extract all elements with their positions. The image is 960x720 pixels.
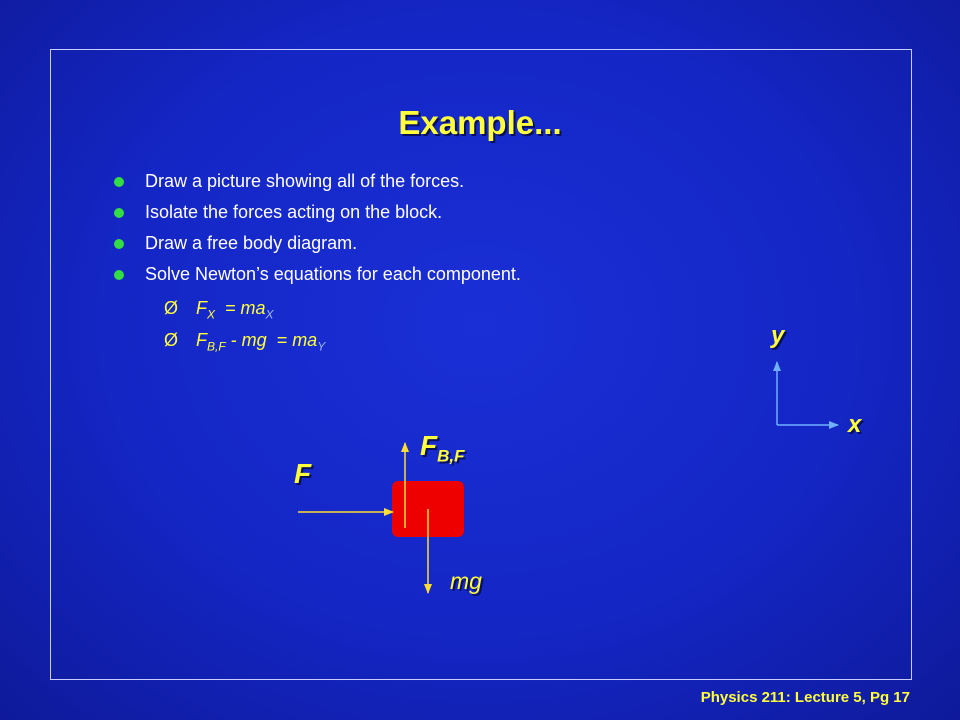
eq-sub: X <box>207 307 216 322</box>
sub-bullet-arrow-icon: Ø <box>164 330 179 350</box>
applied-force-label: F <box>294 458 312 489</box>
normal-force-label <box>420 430 465 467</box>
bullet-text: Draw a free body diagram. <box>145 233 358 253</box>
bullet-text: Solve Newton’s equations for each component. <box>145 264 521 284</box>
bullet-text: Isolate the forces acting on the block. <box>145 202 443 222</box>
eq-sub: X <box>265 307 274 322</box>
normal-force-main: F <box>420 430 438 461</box>
axis-y-label: y <box>771 322 785 349</box>
slide-title: Example... <box>398 104 562 141</box>
eq-rest: = ma <box>215 298 266 318</box>
eq-f: F <box>196 298 207 318</box>
slide-footer: Physics 211: Lecture 5, Pg 17 <box>700 689 910 706</box>
eq-sub: B,F <box>207 339 226 354</box>
axis-x-label: x <box>848 411 862 438</box>
normal-force-sub: B,F <box>437 446 465 466</box>
bullet-text: Draw a picture showing all of the forces. <box>145 171 465 191</box>
eq-f: F <box>196 330 207 350</box>
eq-rest: - mg = ma <box>225 330 318 350</box>
gravity-force-label: mg <box>450 568 482 594</box>
eq-sub: Y <box>317 339 326 354</box>
sub-bullet-arrow-icon: Ø <box>164 298 179 318</box>
